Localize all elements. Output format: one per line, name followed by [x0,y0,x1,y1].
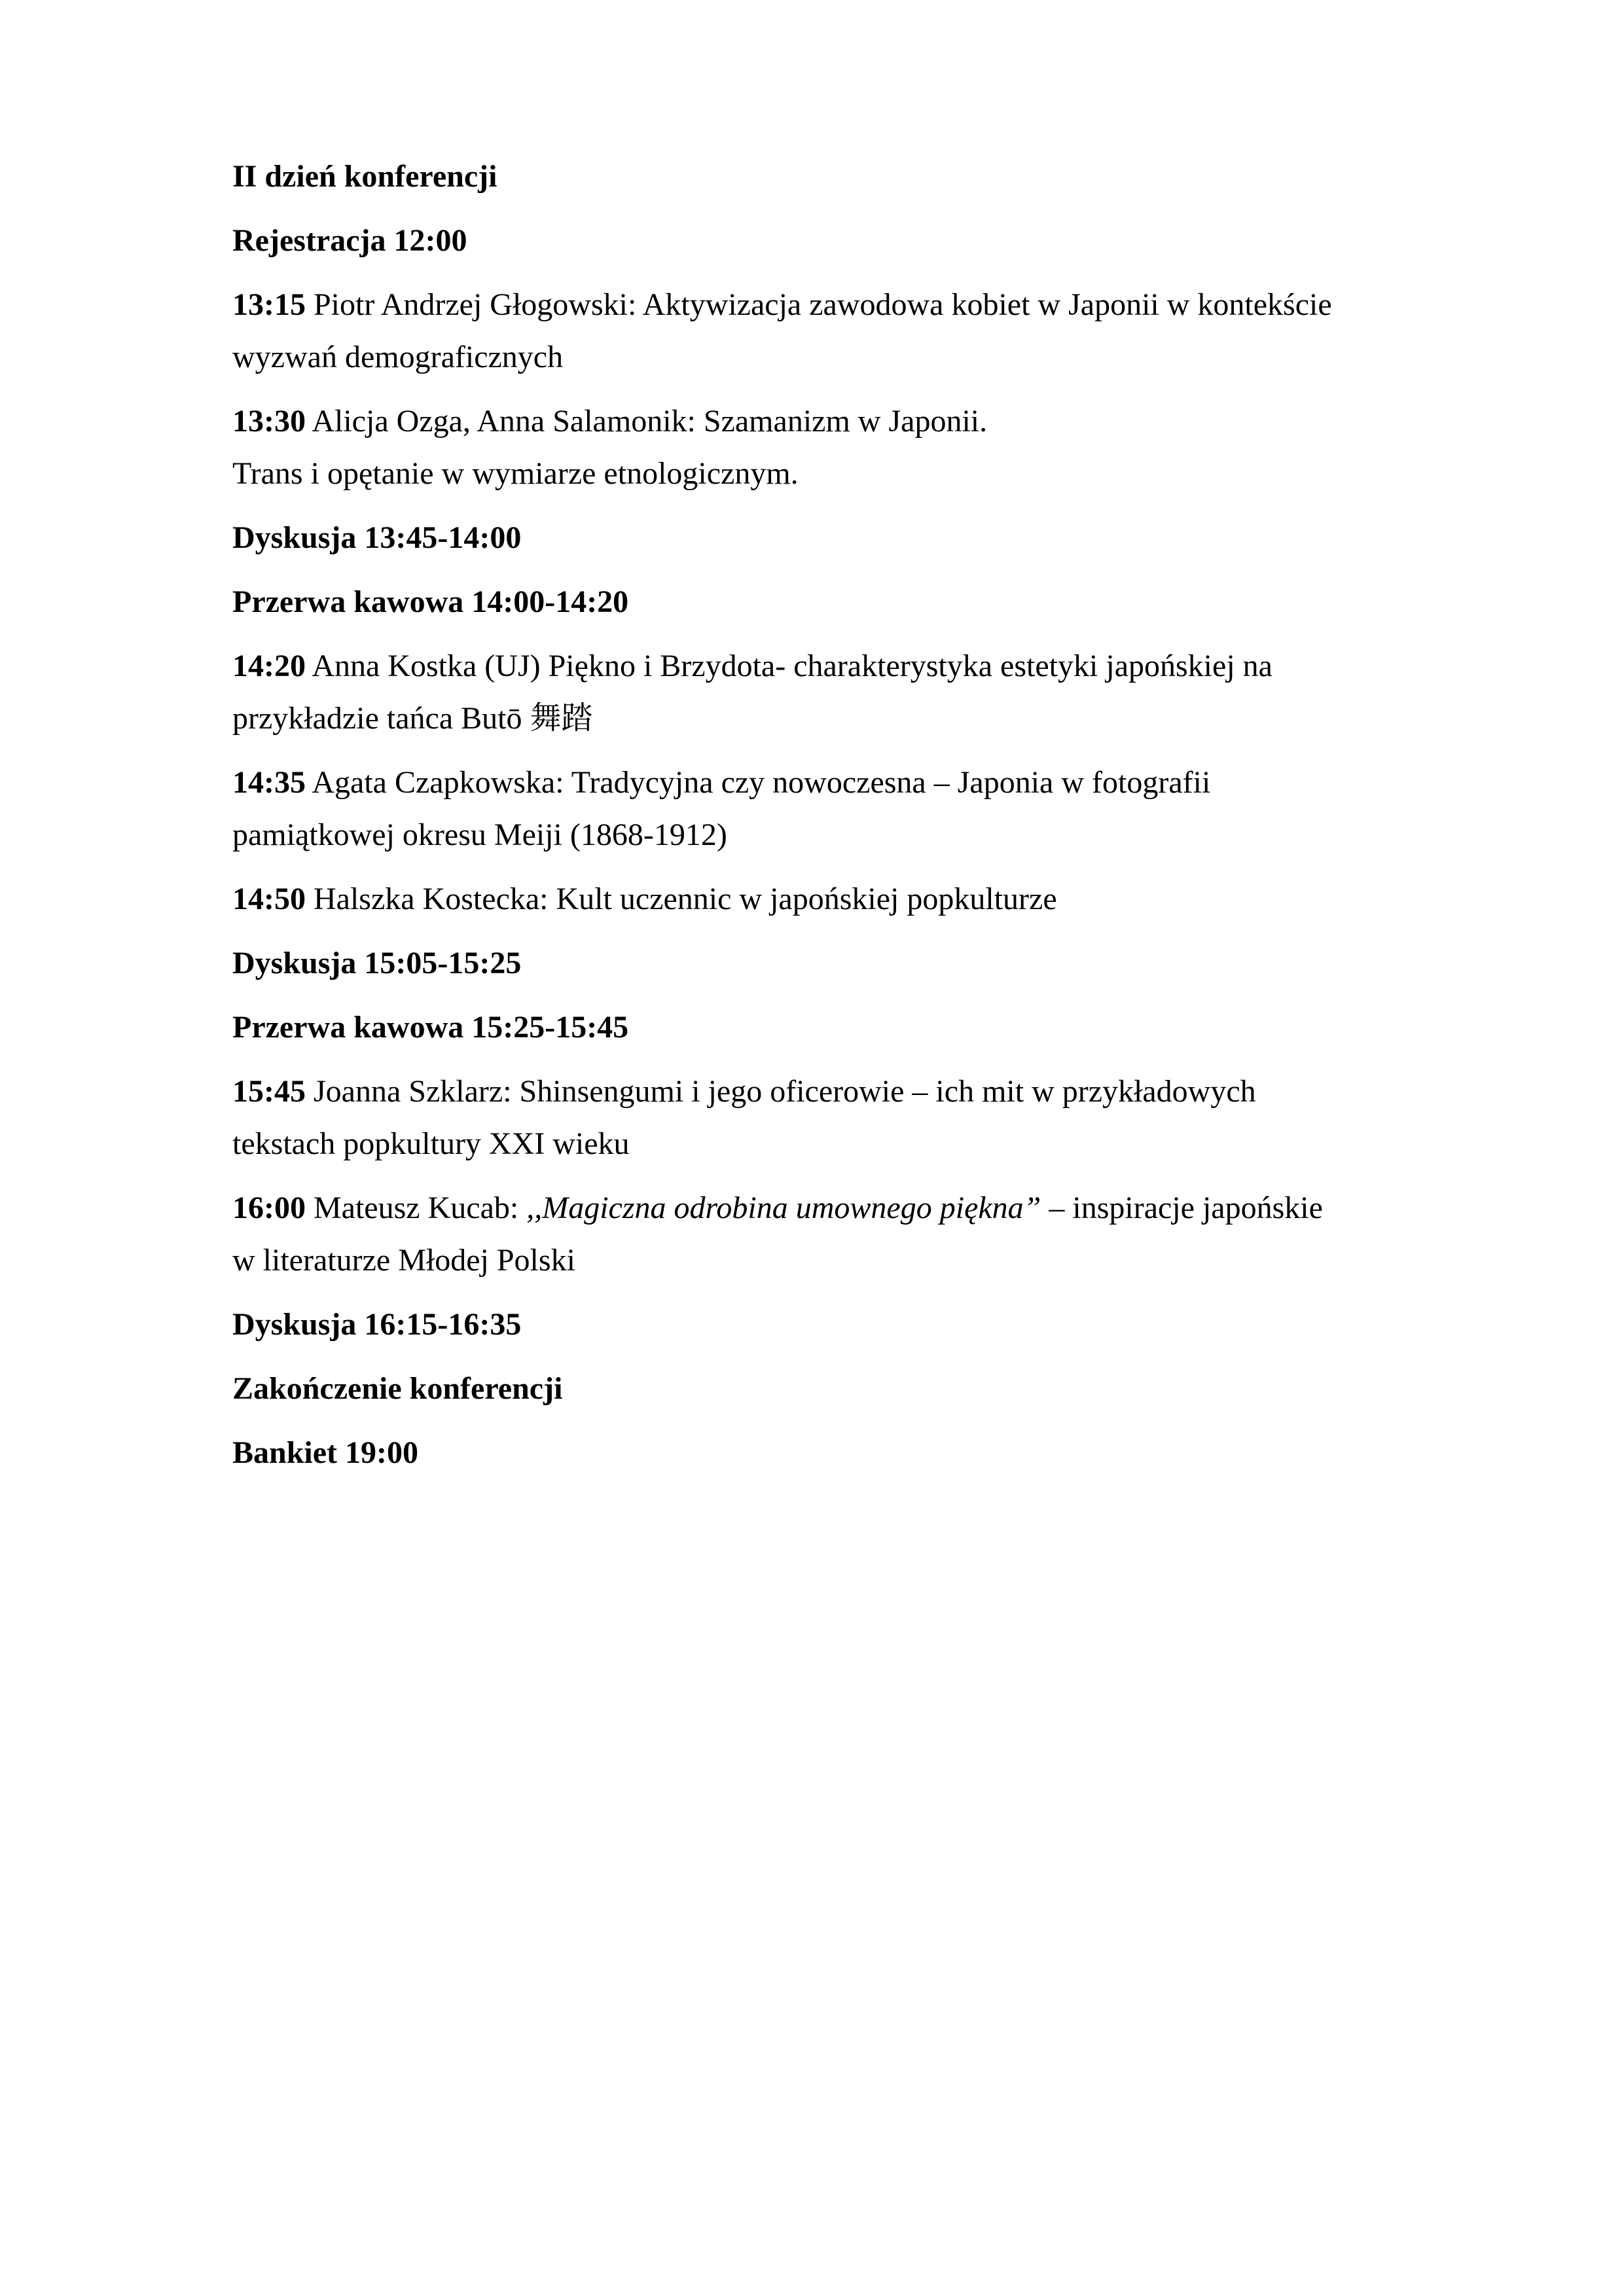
schedule-item [232,873,1437,925]
conference-closing-heading: Zakończenie konferencji [232,1371,563,1406]
discussion-heading: Dyskusja 16:15-16:35 [232,1307,522,1342]
item-text-italic-title: ,,Magiczna odrobina umownego piękna” [526,1191,1041,1225]
coffee-break-heading: Przerwa kawowa 15:25-15:45 [232,1010,629,1045]
item-text-line2: w literaturze Młodej Polski [232,1243,575,1278]
schedule-item [232,1066,1437,1170]
schedule-item [232,1182,1437,1287]
item-text-line2: wyzwań demograficznych [232,340,564,374]
item-text-line1: Joanna Szklarz: Shinsengumi i jego oficerowie – ich mit w przykładowych [313,1074,1256,1109]
item-time: 14:50 [232,882,306,916]
coffee-break-heading: Przerwa kawowa 14:00-14:20 [232,584,629,619]
discussion-heading: Dyskusja 15:05-15:25 [232,946,522,980]
page-title: II dzień konferencji [232,159,497,194]
item-text-line1: Halszka Kostecka: Kult uczennic w japońskiej popkulturze [313,882,1057,916]
item-text-prefix: Mateusz Kucab: [313,1191,527,1225]
banquet-heading: Bankiet 19:00 [232,1435,419,1470]
schedule-item [232,757,1437,861]
schedule-item [232,279,1437,384]
item-time: 16:00 [232,1191,306,1225]
item-text-line1: Anna Kostka (UJ) Piękno i Brzydota- charakterystyka estetyki japońskiej na [312,649,1272,683]
item-text-suffix: – inspiracje japońskie [1041,1191,1323,1225]
conference-schedule [232,151,1437,1491]
item-time: 13:15 [232,287,306,322]
schedule-item [232,640,1437,745]
item-time: 15:45 [232,1074,306,1109]
item-time: 14:35 [232,765,306,800]
item-text-line2: pamiątkowej okresu Meiji (1868-1912) [232,817,727,852]
item-text-line1: Alicja Ozga, Anna Salamonik: Szamanizm w Japonii. [312,404,988,439]
item-text-line2: przykładzie tańca Butō 舞踏 [232,701,593,736]
item-text-line1: Piotr Andrzej Głogowski: Aktywizacja zawodowa kobiet w Japonii w kontekście [313,287,1332,322]
item-time: 13:30 [232,404,306,439]
discussion-heading: Dyskusja 13:45-14:00 [232,520,522,555]
item-time: 14:20 [232,649,306,683]
item-text-line2: tekstach popkultury XXI wieku [232,1126,630,1161]
item-text-line1: Agata Czapkowska: Tradycyjna czy nowoczesna – Japonia w fotografii [312,765,1211,800]
item-text-line2: Trans i opętanie w wymiarze etnologicznym. [232,456,799,491]
schedule-item [232,395,1437,500]
registration-heading: Rejestracja 12:00 [232,223,467,258]
